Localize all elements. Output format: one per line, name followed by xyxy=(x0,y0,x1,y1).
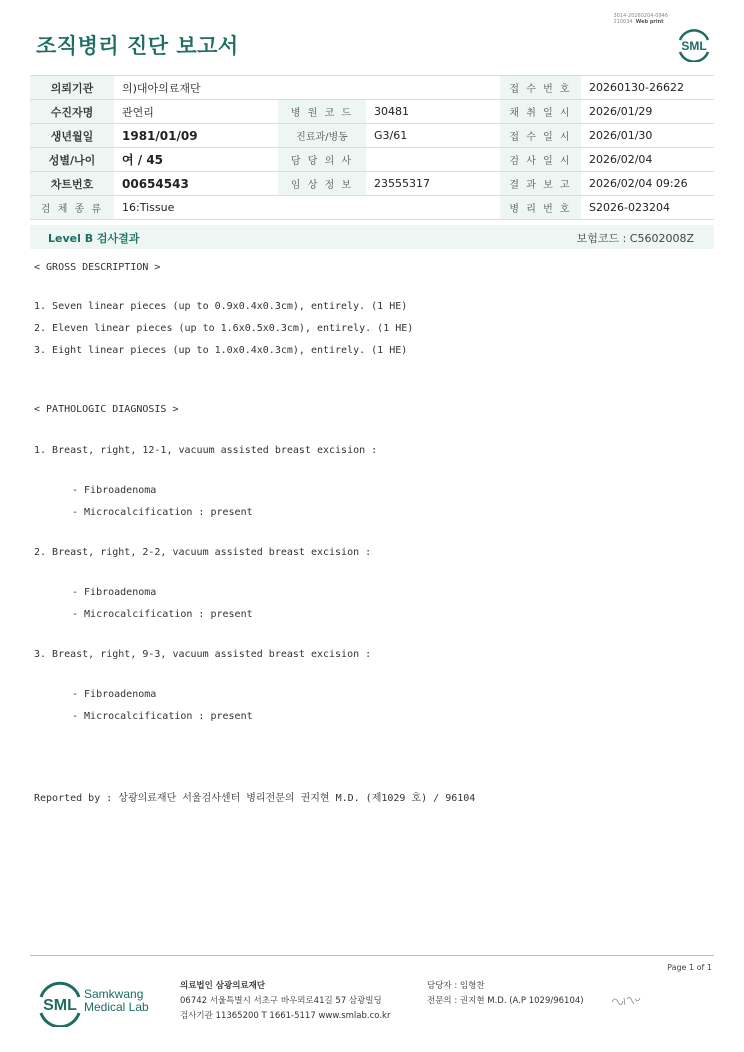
diagnosis-finding: - Fibroadenoma xyxy=(72,587,157,598)
info-row xyxy=(30,172,714,196)
print-info xyxy=(613,13,668,25)
exam-date: 2026/02/04 xyxy=(581,148,714,172)
logo-arc-bottom xyxy=(680,52,708,62)
info-label: 수진자명 xyxy=(30,100,114,124)
sex-age: 여 / 45 xyxy=(114,148,278,172)
result-level-bar xyxy=(30,225,714,249)
company-address: 06742 서울특별시 서초구 바우뫼로41길 57 삼광빌딩 xyxy=(180,996,382,1006)
info-label: 생년월일 xyxy=(30,124,114,148)
receipt-number: 20260130-26622 xyxy=(581,76,714,100)
print-time-line xyxy=(613,19,668,25)
info-label: 병 원 코 드 xyxy=(278,100,366,124)
gross-line: 1. Seven linear pieces (up to 0.9x0.4x0.3cm), entirely. (1 HE) xyxy=(34,301,408,312)
info-label: 차트번호 xyxy=(30,172,114,196)
info-label: 담 당 의 사 xyxy=(278,148,366,172)
info-row xyxy=(30,196,714,220)
info-label: 결 과 보 고 xyxy=(500,172,581,196)
diagnosis-finding: - Fibroadenoma xyxy=(72,689,157,700)
page-number: Page 1 of 1 xyxy=(667,963,712,972)
clinical-info: 23555317 xyxy=(366,172,500,196)
info-label: 접 수 일 시 xyxy=(500,124,581,148)
info-row xyxy=(30,76,714,100)
diagnosis-heading: < PATHOLOGIC DIAGNOSIS > xyxy=(34,404,179,415)
sml-logo xyxy=(676,26,712,62)
info-label: 임 상 정 보 xyxy=(278,172,366,196)
birth-date: 1981/01/09 xyxy=(114,124,278,148)
signature-image xyxy=(610,993,642,1009)
requesting-institution: 의)대아의료재단 xyxy=(114,76,500,100)
result-report: 2026/02/04 09:26 xyxy=(581,172,714,196)
footer-logo-name-1: Samkwang xyxy=(84,987,144,1001)
info-row xyxy=(30,100,714,124)
page-title: 조직병리 진단 보고서 xyxy=(36,34,239,58)
footer-logo-name-2: Medical Lab xyxy=(84,1000,149,1014)
gross-heading: < GROSS DESCRIPTION > xyxy=(34,262,161,273)
info-row xyxy=(30,124,714,148)
footer-logo-arc-top xyxy=(41,983,79,997)
info-label: 병 리 번 호 xyxy=(500,196,581,220)
footer-logo-text: SML xyxy=(43,997,77,1014)
logo-text: SML xyxy=(681,39,707,53)
info-row xyxy=(30,148,714,172)
footer-logo-mark xyxy=(36,979,84,1027)
patient-name: 관연리 xyxy=(114,100,278,124)
info-label: 접 수 번 호 xyxy=(500,76,581,100)
collection-date: 2026/01/29 xyxy=(581,100,714,124)
diagnosis-site: 2. Breast, right, 2-2, vacuum assisted breast excision : xyxy=(34,547,372,558)
signature-stroke xyxy=(612,997,640,1005)
info-label: 성별/나이 xyxy=(30,148,114,172)
level-label: Level B 검사결과 xyxy=(48,232,140,245)
physician xyxy=(366,148,500,172)
contact-info xyxy=(427,979,584,1009)
specimen-type: 16:Tissue xyxy=(114,196,500,220)
footer-logo-arc-bottom xyxy=(41,1013,79,1027)
print-mode: Web print xyxy=(635,19,664,25)
print-id: 3014-20260204-0946 xyxy=(613,13,668,19)
insurance-code: 보험코드 : C5602008Z xyxy=(576,232,694,245)
footer-divider xyxy=(30,955,714,956)
gross-line: 3. Eight linear pieces (up to 1.0x0.4x0.3cm), entirely. (1 HE) xyxy=(34,345,408,356)
patient-info-table xyxy=(30,75,714,220)
footer-logo-name xyxy=(84,988,149,1014)
info-label: 진료과/병동 xyxy=(278,124,366,148)
specialist: 전문의 : 권지현 M.D. (A.P 1029/96104) xyxy=(427,996,584,1006)
print-time: 210034 xyxy=(613,19,633,25)
info-label: 채 취 일 시 xyxy=(500,100,581,124)
diagnosis-finding: - Microcalcification : present xyxy=(72,609,253,620)
diagnosis-site: 1. Breast, right, 12-1, vacuum assisted breast excision : xyxy=(34,445,378,456)
info-label: 검 체 종 류 xyxy=(30,196,114,220)
chart-number: 00654543 xyxy=(114,172,278,196)
reported-by: Reported by : 상광의료재단 서울검사센터 병리전문의 권지현 M.D. (제1029 호) / 96104 xyxy=(34,793,476,804)
company-info xyxy=(180,979,390,1024)
diagnosis-site: 3. Breast, right, 9-3, vacuum assisted breast excision : xyxy=(34,649,372,660)
diagnosis-finding: - Microcalcification : present xyxy=(72,507,253,518)
diagnosis-finding: - Fibroadenoma xyxy=(72,485,157,496)
reception-date: 2026/01/30 xyxy=(581,124,714,148)
hospital-code: 30481 xyxy=(366,100,500,124)
pathology-number: S2026-023204 xyxy=(581,196,714,220)
manager: 담당자 : 임형찬 xyxy=(427,981,485,991)
department: G3/61 xyxy=(366,124,500,148)
info-label: 의뢰기관 xyxy=(30,76,114,100)
gross-line: 2. Eleven linear pieces (up to 1.6x0.5x0.3cm), entirely. (1 HE) xyxy=(34,323,414,334)
info-label: 검 사 일 시 xyxy=(500,148,581,172)
institution-code: 검사기관 11365200 T 1661-5117 www.smlab.co.kr xyxy=(180,1011,391,1021)
diagnosis-finding: - Microcalcification : present xyxy=(72,711,253,722)
company-name: 의료법인 삼광의료재단 xyxy=(180,981,266,991)
